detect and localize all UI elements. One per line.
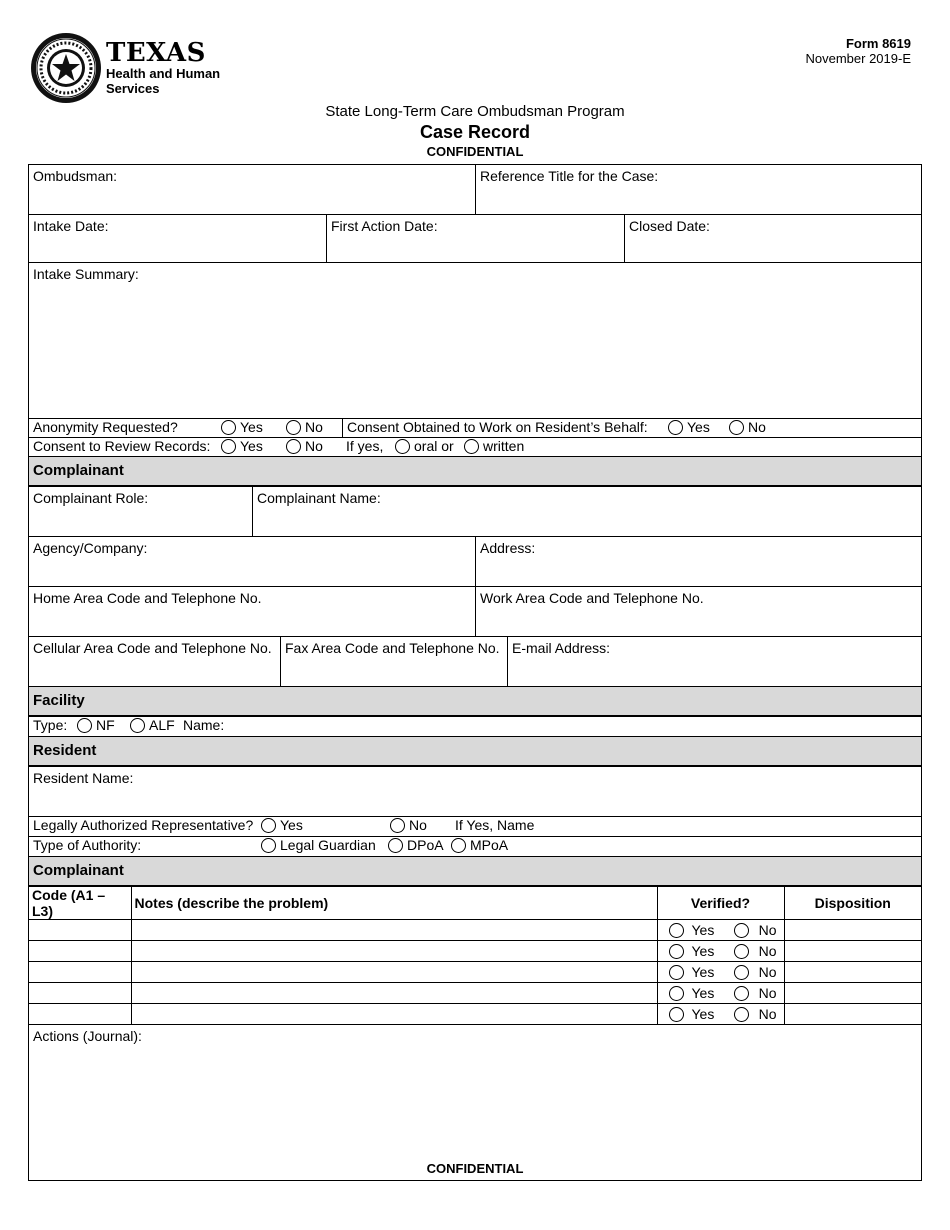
lar-row (29, 817, 921, 837)
consent-obtained-no-label: No (748, 418, 766, 435)
texas-seal-icon (30, 32, 102, 104)
legal-guardian-label: Legal Guardian (280, 837, 376, 853)
anonymity-yes-radio[interactable] (221, 420, 236, 435)
written-radio[interactable] (464, 439, 479, 454)
logo-texas: TEXAS (106, 37, 206, 68)
intake-summary-field[interactable] (29, 263, 921, 418)
facility-nf-label: NF (96, 717, 115, 733)
mpoa-radio[interactable] (451, 838, 466, 853)
problem-verified-cell (657, 920, 784, 941)
agency-row (29, 537, 921, 587)
problem-verified-cell (657, 941, 784, 962)
fax-label: Fax Area Code and Telephone No. (285, 640, 500, 656)
dpoa-radio[interactable] (388, 838, 403, 853)
resident-name-label: Resident Name: (33, 770, 134, 786)
problem-disposition-cell[interactable] (784, 1004, 921, 1025)
verified-no-label: No (758, 1006, 777, 1022)
lar-yes-radio[interactable] (261, 818, 276, 833)
problem-row (29, 920, 921, 941)
problems-header-row (29, 887, 921, 920)
anonymity-cell (29, 419, 343, 437)
facility-name-label: Name: (183, 717, 225, 733)
problem-disposition-cell[interactable] (784, 941, 921, 962)
complainant-role-label: Complainant Role: (33, 490, 149, 506)
problem-row (29, 941, 921, 962)
lar-yes-label: Yes (280, 817, 303, 833)
verified-yes-label: Yes (691, 964, 715, 980)
complainant-role-row (29, 487, 921, 537)
form-header (0, 0, 950, 165)
problem-row (29, 1004, 921, 1025)
first-action-date-field[interactable] (327, 215, 625, 262)
oral-radio[interactable] (395, 439, 410, 454)
col-verified-header: Verified? (657, 887, 784, 920)
consent-obtained-cell (343, 419, 921, 437)
resident-name-field[interactable] (29, 767, 921, 816)
logo-line3: Services (106, 80, 160, 96)
verified-yes-radio[interactable] (669, 965, 684, 980)
resident-section-heading: Resident (29, 737, 921, 767)
verified-no-label: No (758, 922, 777, 938)
problem-notes-cell[interactable] (131, 1004, 657, 1025)
problem-verified-cell (657, 983, 784, 1004)
verified-no-radio[interactable] (734, 965, 749, 980)
complainant-name-label: Complainant Name: (257, 490, 381, 506)
dates-row (29, 215, 921, 263)
legal-guardian-radio[interactable] (261, 838, 276, 853)
verified-no-radio[interactable] (734, 944, 749, 959)
complainant-role-field[interactable] (29, 487, 253, 536)
ombudsman-row (29, 165, 921, 215)
authority-label: Type of Authority: (33, 837, 142, 853)
email-field[interactable] (508, 637, 921, 686)
facility-alf-radio[interactable] (130, 718, 145, 733)
work-phone-field[interactable] (476, 587, 921, 636)
authority-cell (29, 837, 921, 856)
oral-label: oral or (414, 437, 454, 454)
page-title: Case Record (419, 122, 531, 142)
email-label: E-mail Address: (512, 640, 611, 656)
col-disposition-header: Disposition (784, 887, 921, 920)
fax-field[interactable] (281, 637, 508, 686)
intake-summary-label: Intake Summary: (33, 266, 139, 282)
work-phone-label: Work Area Code and Telephone No. (480, 590, 704, 606)
problem-code-cell[interactable] (29, 1004, 131, 1025)
consent-review-no-label: No (305, 437, 323, 454)
facility-section-heading: Facility (29, 687, 921, 717)
ombudsman-field[interactable] (29, 165, 476, 214)
problem-disposition-cell[interactable] (784, 962, 921, 983)
logo-line2: Health and Human (106, 65, 221, 81)
lar-if-yes-name-label: If Yes, Name (455, 817, 535, 833)
problems-table (29, 886, 921, 1025)
problem-code-cell[interactable] (29, 941, 131, 962)
hhs-logo (30, 30, 230, 105)
col-notes-header: Notes (describe the problem) (131, 887, 657, 920)
if-yes-label: If yes, (346, 437, 384, 454)
actions-journal-label: Actions (Journal): (33, 1028, 142, 1044)
problem-code-cell[interactable] (29, 983, 131, 1004)
form-date: November 2019-E (805, 51, 911, 66)
problem-verified-cell (657, 962, 784, 983)
problem-notes-cell[interactable] (131, 941, 657, 962)
facility-type-label: Type: (33, 717, 68, 733)
anonymity-no-radio[interactable] (286, 420, 301, 435)
facility-nf-radio[interactable] (77, 718, 92, 733)
intake-date-label: Intake Date: (33, 218, 109, 234)
verified-yes-radio[interactable] (669, 944, 684, 959)
col-code-header: Code (A1 – L3) (29, 887, 131, 920)
reference-title-label: Reference Title for the Case: (480, 168, 659, 184)
home-phone-field[interactable] (29, 587, 476, 636)
complainant-section-heading: Complainant (29, 457, 921, 487)
problem-disposition-cell[interactable] (784, 983, 921, 1004)
case-record-form (28, 164, 922, 1181)
form-number: Form 8619 (845, 36, 911, 51)
lar-no-radio[interactable] (390, 818, 405, 833)
verified-no-radio[interactable] (734, 1007, 749, 1022)
consent-review-yes-label: Yes (240, 437, 263, 454)
cell-phone-label: Cellular Area Code and Telephone No. (33, 640, 272, 656)
lar-label: Legally Authorized Representative? (33, 817, 254, 833)
facility-type-row (29, 717, 921, 737)
consent-review-yes-radio[interactable] (221, 439, 236, 454)
form-id (806, 36, 912, 66)
consent-review-label: Consent to Review Records: (33, 437, 211, 454)
problem-notes-cell[interactable] (131, 920, 657, 941)
verified-yes-radio[interactable] (669, 1007, 684, 1022)
agency-field[interactable] (29, 537, 476, 586)
lar-no-label: No (409, 817, 427, 833)
lar-cell (29, 817, 921, 836)
problem-notes-cell[interactable] (131, 962, 657, 983)
problem-row (29, 983, 921, 1004)
verified-yes-label: Yes (691, 922, 715, 938)
verified-no-radio[interactable] (734, 986, 749, 1001)
problem-code-cell[interactable] (29, 920, 131, 941)
facility-type-cell (29, 717, 921, 736)
first-action-date-label: First Action Date: (331, 218, 438, 234)
program-name: State Long-Term Care Ombudsman Program (325, 103, 625, 120)
verified-no-label: No (758, 985, 777, 1001)
phone-row (29, 587, 921, 637)
resident-name-row (29, 767, 921, 817)
address-label: Address: (480, 540, 536, 556)
problem-disposition-cell[interactable] (784, 920, 921, 941)
authority-row (29, 837, 921, 857)
intake-summary-row (29, 263, 921, 419)
consent-obtained-label: Consent Obtained to Work on Resident’s Behalf: (347, 418, 648, 435)
problem-code-cell[interactable] (29, 962, 131, 983)
ombudsman-label: Ombudsman: (33, 168, 118, 184)
written-label: written (483, 437, 525, 454)
consent-review-no-radio[interactable] (286, 439, 301, 454)
problem-row (29, 962, 921, 983)
agency-label: Agency/Company: (33, 540, 148, 556)
verified-yes-radio[interactable] (669, 986, 684, 1001)
complainant-name-field[interactable] (253, 487, 921, 536)
consent-review-cell (29, 438, 921, 456)
verified-no-radio[interactable] (734, 923, 749, 938)
mpoa-label: MPoA (470, 837, 509, 853)
problem-verified-cell (657, 1004, 784, 1025)
verified-yes-label: Yes (691, 943, 715, 959)
dpoa-label: DPoA (407, 837, 444, 853)
consent-obtained-no-radio[interactable] (729, 420, 744, 435)
anonymity-row (29, 419, 921, 438)
footer-confidential-label: CONFIDENTIAL (426, 1161, 524, 1176)
anonymity-label: Anonymity Requested? (33, 418, 178, 435)
anonymity-yes-label: Yes (240, 418, 263, 435)
confidential-label: CONFIDENTIAL (426, 144, 524, 159)
intake-date-field[interactable] (29, 215, 327, 262)
cell-phone-field[interactable] (29, 637, 281, 686)
problem-notes-cell[interactable] (131, 983, 657, 1004)
problems-section-heading: Complainant (29, 857, 921, 886)
verified-no-label: No (758, 964, 777, 980)
consent-obtained-yes-label: Yes (687, 418, 710, 435)
closed-date-label: Closed Date: (629, 218, 710, 234)
consent-obtained-yes-radio[interactable] (668, 420, 683, 435)
home-phone-label: Home Area Code and Telephone No. (33, 590, 262, 606)
consent-review-row (29, 438, 921, 457)
anonymity-no-label: No (305, 418, 323, 435)
verified-yes-radio[interactable] (669, 923, 684, 938)
verified-no-label: No (758, 943, 777, 959)
verified-yes-label: Yes (691, 985, 715, 1001)
verified-yes-label: Yes (691, 1006, 715, 1022)
actions-row (29, 1025, 921, 1181)
facility-alf-label: ALF (149, 717, 175, 733)
contact-row (29, 637, 921, 687)
address-field[interactable] (476, 537, 921, 586)
actions-journal-field[interactable] (29, 1025, 921, 1180)
closed-date-field[interactable] (625, 215, 921, 262)
reference-title-field[interactable] (476, 165, 921, 214)
form-titles (0, 102, 950, 160)
